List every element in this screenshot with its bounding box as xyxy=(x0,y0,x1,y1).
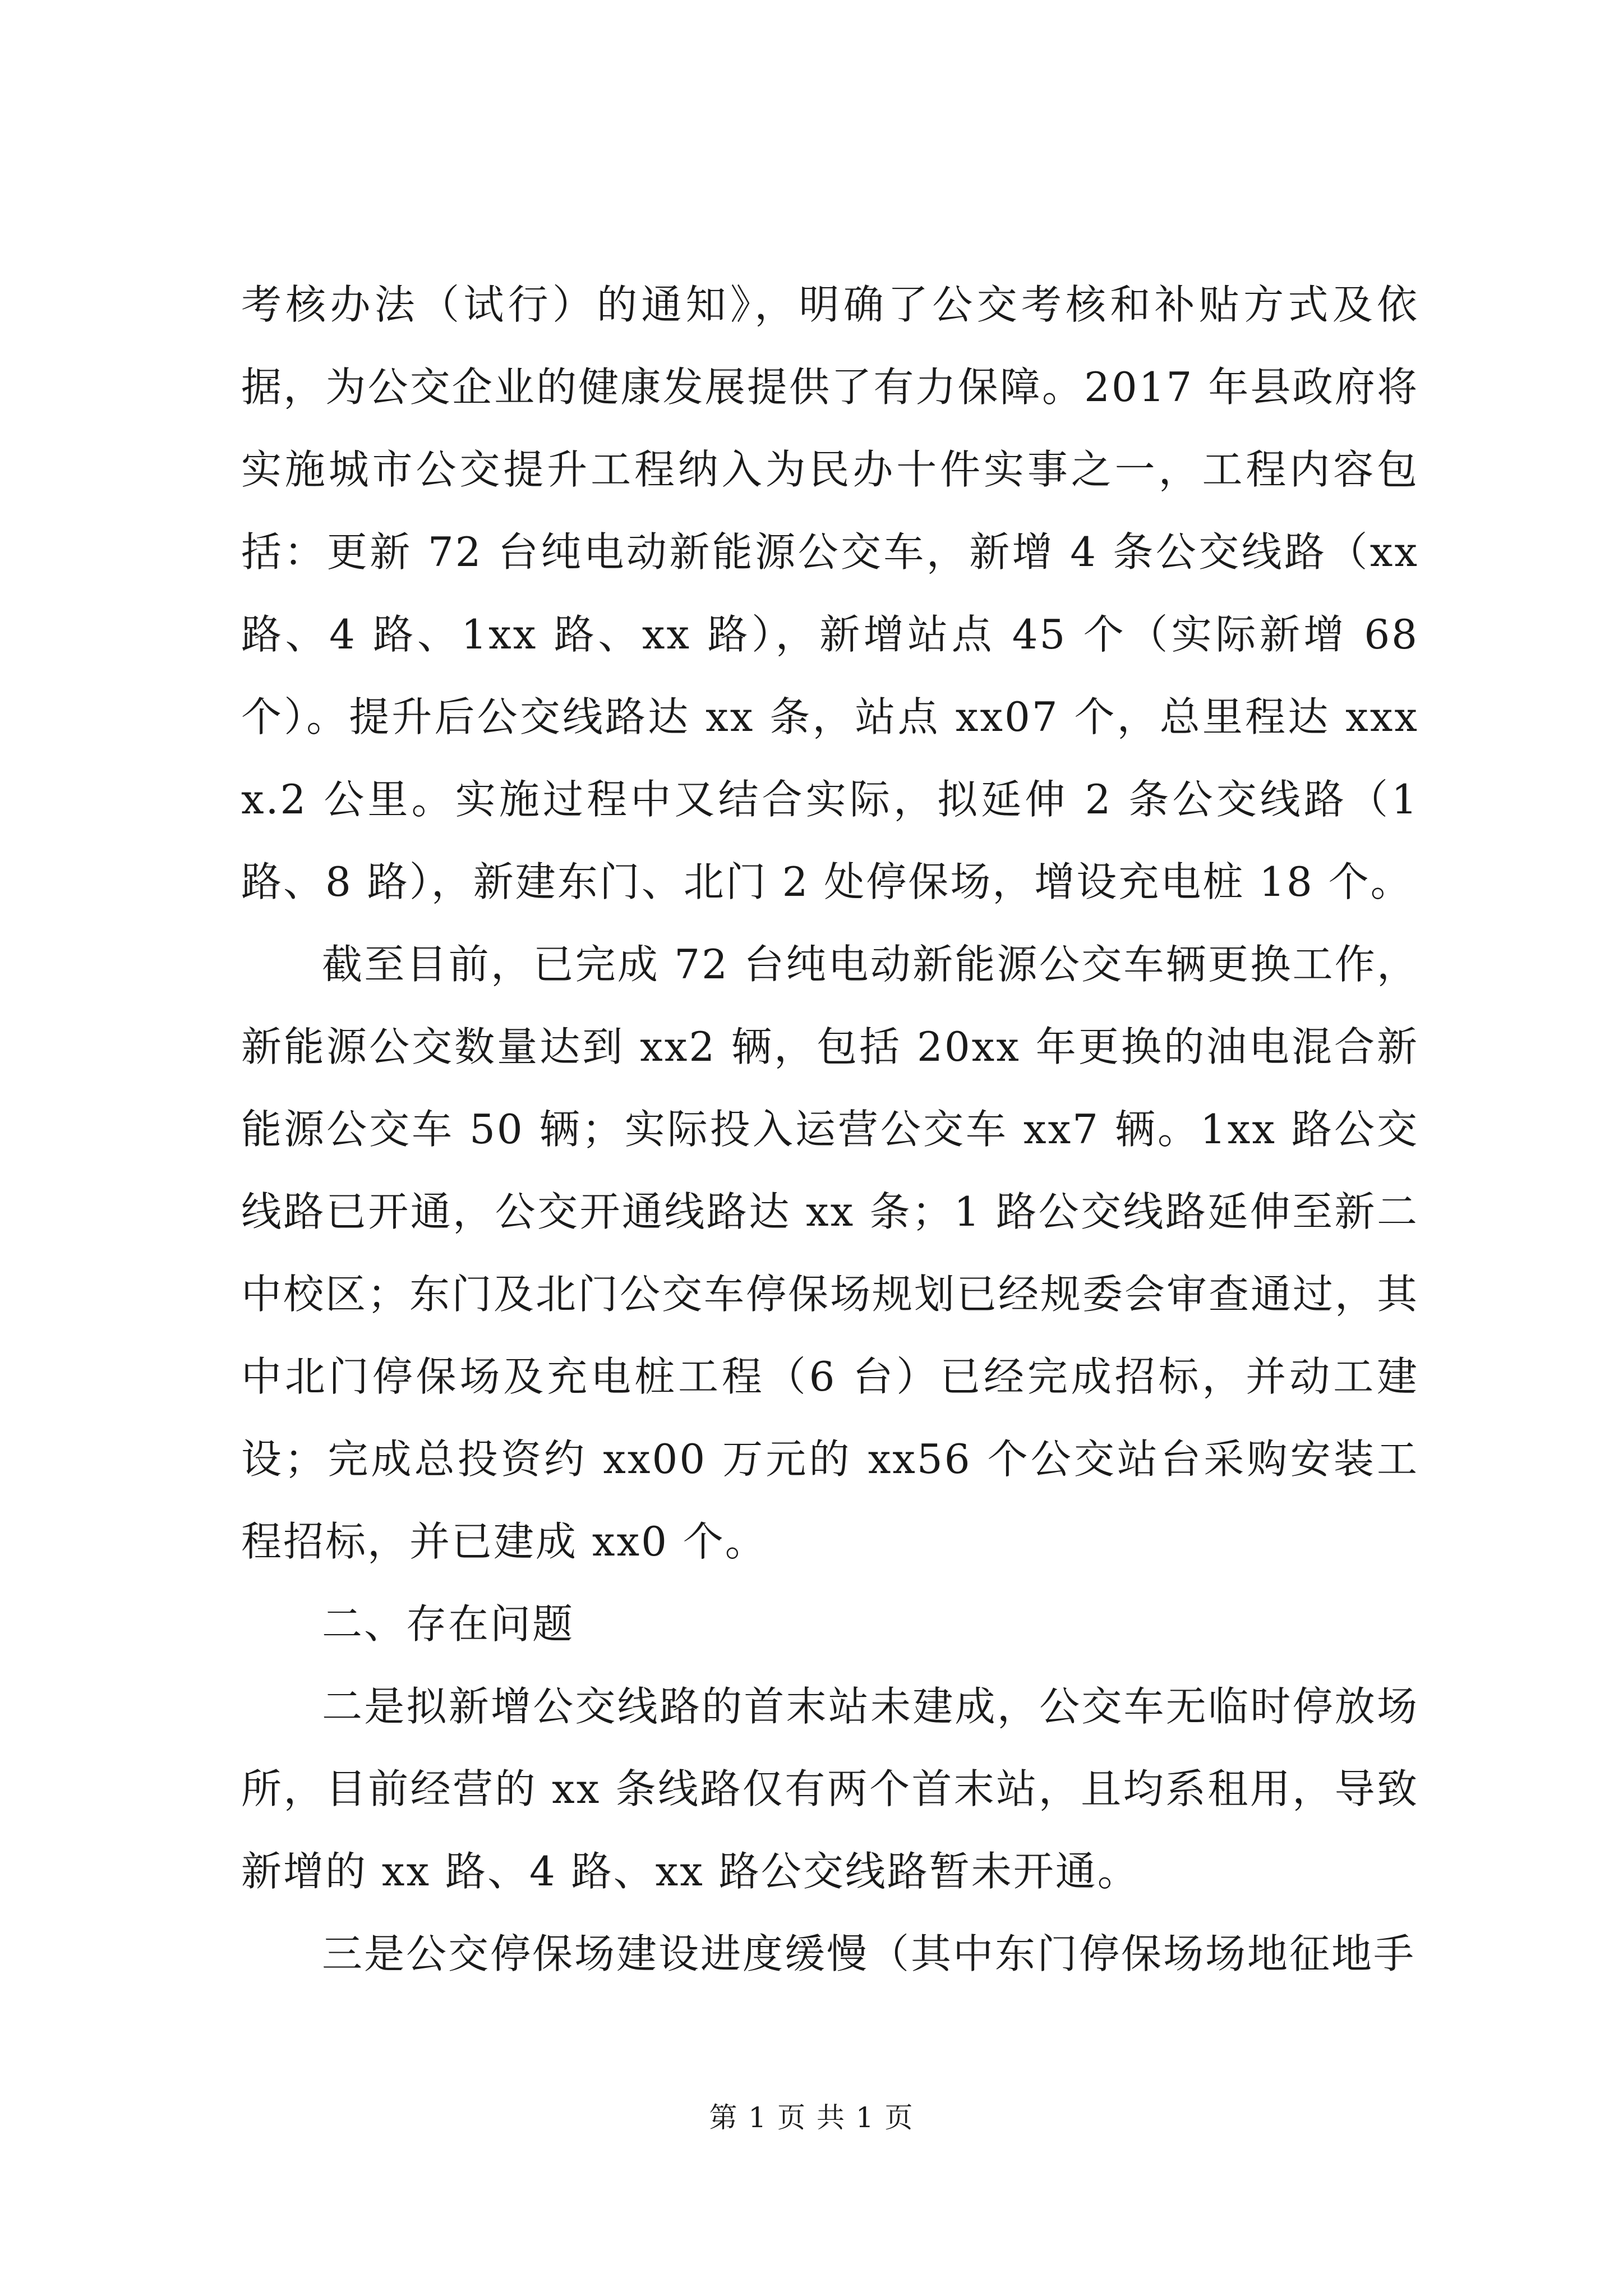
page-number-footer: 第 1 页 共 1 页 xyxy=(709,2101,914,2134)
paragraph-progress: 截至目前，已完成 72 台纯电动新能源公交车辆更换工作，新能源公交数量达到 xx2 辆，包括 20xx 年更换的油电混合新能源公交车 50 辆；实际投入运营公交车 xx7 辆。1xx 路公交线路已开通，公交开通线路达 xx 条；1 路公交线路延伸至新二中校区；东门及北门公交车停保场规划已经规委会审查通过，其中北门停保场及充电桩工程（6 台）已经完成招标，并动工建设；完成总投资约 xx00 万元的 xx56 个公交站台采购安装工程招标，并已建成 xx0 个。 xyxy=(241,941,1419,1565)
section-heading-problems: 二、存在问题 xyxy=(322,1600,575,1648)
paragraph-policy-and-project: 考核办法（试行）的通知》，明确了公交考核和补贴方式及依据，为公交企业的健康发展提供了有力保障。2017 年县政府将实施城市公交提升工程纳入为民办十件实事之一，工程内容包括：更新 72 台纯电动新能源公交车，新增 4 条公交线路（xx 路、4 路、1xx 路、xx 路），新增站点 45 个（实际新增 68 个）。提升后公交线路达 xx 条，站点 xx07 个，总里程达 xxxx.2 公里。实施过程中又结合实际，拟延伸 2 条公交线路（1 路、8 路），新建东门、北门 2 处停保场，增设充电桩 18 个。 xyxy=(241,281,1419,905)
paragraph-problem-three: 三是公交停保场建设进度缓慢（其中东门停保场场地征地手 xyxy=(322,1930,1416,1977)
document-body xyxy=(241,264,1419,1995)
paragraph-problem-two: 二是拟新增公交线路的首末站未建成，公交车无临时停放场所，目前经营的 xx 条线路仅有两个首末站，且均系租用，导致新增的 xx 路、4 路、xx 路公交线路暂未开通。 xyxy=(241,1683,1419,1895)
